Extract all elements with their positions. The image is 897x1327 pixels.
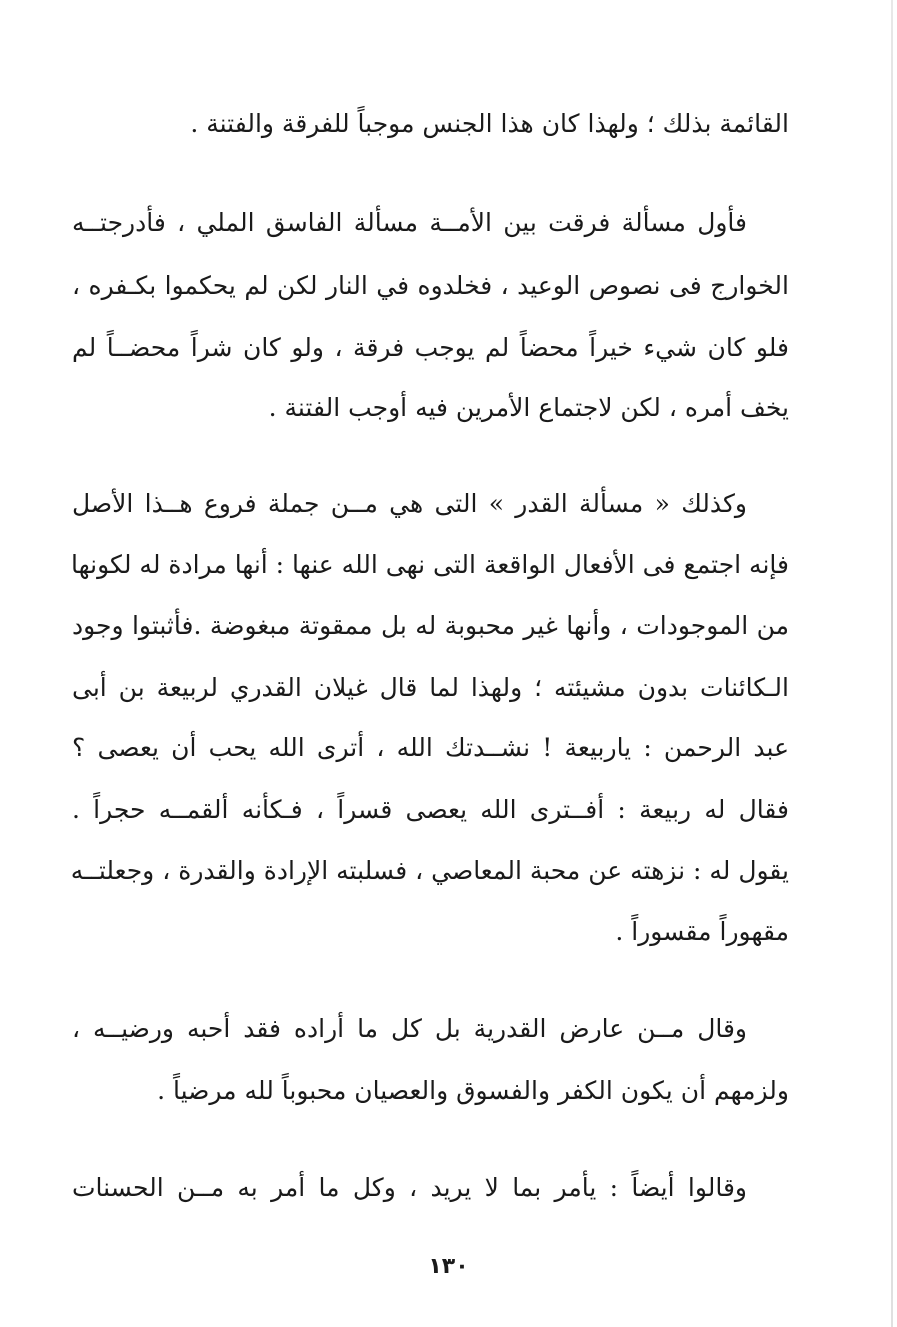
text-line: يخف أمره ، لكن لاجتماع الأمرين فيه أوجب الفتنة . <box>268 393 789 422</box>
page-number: ١٣٠ <box>428 1254 469 1279</box>
text-line: عبد الرحمن : ياربيعة ! نشــدتك الله ، أترى الله يحب أن يعصى ؟ <box>72 733 789 762</box>
text-line: من الموجودات ، وأنها غير محبوبة له بل ممقوتة مبغوضة .فأثبتوا وجود <box>72 611 789 640</box>
text-line: ولزمهم أن يكون الكفر والفسوق والعصيان محبوباً لله مرضياً . <box>157 1076 789 1105</box>
text-line: مقهوراً مقسوراً . <box>615 917 789 946</box>
text-line: وقال مــن عارض القدرية بل كل ما أراده فقد أحبه ورضيــه ، <box>72 1014 747 1043</box>
text-line: فإنه اجتمع فى الأفعال الواقعة التى نهى الله عنها : أنها مرادة له لكونها <box>71 550 789 579</box>
text-line: الخوارج فى نصوص الوعيد ، فخلدوه في النار لكن لم يحكموا بكـفره ، <box>72 271 789 300</box>
text-line: يقول له : نزهته عن محبة المعاصي ، فسلبته الإرادة والقدرة ، وجعلتــه <box>70 856 789 885</box>
text-line: فقال له ربيعة : أفــترى الله يعصى قسراً ، فـكأنه ألقمــه حجراً . <box>72 795 789 824</box>
text-line: فلو كان شيء خيراً محضاً لم يوجب فرقة ، ولو كان شراً محضــاً لم <box>72 333 789 362</box>
text-line: وقالوا أيضاً : يأمر بما لا يريد ، وكل ما أمر به مــن الحسنات <box>72 1173 747 1202</box>
text-line: وكذلك « مسألة القدر » التى هي مــن جملة فروع هــذا الأصل <box>72 489 747 518</box>
text-line: القائمة بذلك ؛ ولهذا كان هذا الجنس موجباً للفرقة والفتنة . <box>190 109 789 138</box>
text-line: الـكائنات بدون مشيئته ؛ ولهذا لما قال غيلان القدري لربيعة بن أبى <box>72 673 789 702</box>
page-edge-shadow <box>891 0 893 1327</box>
text-line: فأول مسألة فرقت بين الأمــة مسألة الفاسق الملي ، فأدرجتــه <box>72 208 747 237</box>
